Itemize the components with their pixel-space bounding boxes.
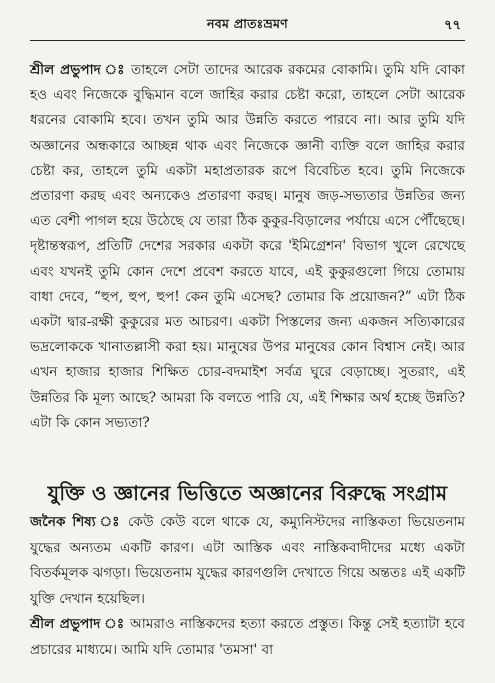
running-head: নবম প্রাতঃভ্রমণ (206, 16, 289, 31)
prabhupada-paragraph (30, 612, 465, 663)
speaker-label: জনৈক শিষ্য ঃ (30, 514, 122, 530)
disciple-paragraph (30, 510, 465, 612)
dialogue-section-2 (30, 510, 465, 664)
prabhupada-paragraph (30, 58, 465, 436)
speaker-label: শ্রীল প্রভুপাদ ঃ (30, 616, 125, 633)
page-number: ৭৭ (444, 18, 461, 33)
dialogue-section-1 (30, 58, 465, 436)
speaker-label: শ্রীল প্রভুপাদ ঃ (30, 62, 126, 78)
paragraph-text: কেউ কেউ বলে থাকে যে, কম্যুনিস্টদের নাস্তিকতা ভিয়েতনাম যুদ্ধের অন্যতম একটি কারণ। এটা আস্তিক এবং নাস্তিকবাদীদের মধ্যে একটা বিতর্কমূলক ঝগড়া। ভিয়েতনাম যুদ্ধের কারণগুলি দেখাতে গিয়ে অন্ততঃ এই একটি যুক্তি দেখান হয়েছিল। (30, 514, 466, 607)
section-heading: যুক্তি ও জ্ঞানের ভিত্তিতে অজ্ঞানের বিরুদ্ধে সংগ্রাম (47, 481, 448, 505)
page-header (30, 16, 465, 41)
paragraph-text: আমরাও নাস্তিকদের হত্যা করতে প্রস্তুত। কিন্তু সেই হত্যাটা হবে প্রচারের মাধ্যমে। আমি যদি তোমার 'তমসা' বা (30, 616, 465, 658)
paragraph-text: তাহলে সেটা তাদের আরেক রকমের বোকামি। তুমি যদি বোকা হও এবং নিজেকে বুদ্ধিমান বলে জাহির করার চেষ্টা করো, তাহলে সেটা আরেক ধরনের বোকামি হবে। তখন তুমি আর উন্নতি করতে পারবে না। আর তুমি যদি অজ্ঞানের অন্ধকারে আচ্ছন্ন থাক এবং নিজেকে জ্ঞানী ব্যক্তি বলে জাহির করার চেষ্টা কর, তাহলে তুমি একটা মহাপ্রতারক রূপে বিবেচিত হবে। তুমি নিজেকে প্রতারণা করছ এবং অন্যকেও প্রতারণা করছ। মানুষ জড়-সভ্যতার উন্নতির জন্য এত বেশী পাগল হয়ে উঠেছে যে তারা ঠিক কুকুর-বিড়ালের পর্যায়ে এসে পৌঁছেছে। দৃষ্টান্তস্বরূপ, প্রতিটি দেশের সরকার একটা করে 'ইমিগ্রেশন' বিভাগ খুলে রেখেছে এবং যখনই তুমি কোন দেশে প্রবেশ করতে যাবে, এই কুকুরগুলো গিয়ে তোমায় বাধা দেবে, “হুপ, হুপ, হুপ! কেন তুমি এসেছ? তোমার কি প্রয়োজন?” এটা ঠিক একটা দ্বার-রক্ষী কুকুরের মত আচরণ। একটা পিস্তলের জন্য একজন সত্যিকারের ভদ্রলোককে খানাতল্লাসী করা হয়। মানুষের উপর মানুষের কোন বিশ্বাস নেই। আর এখন হাজার হাজার শিক্ষিত চোর-বদমাইশ সর্বত্র ঘুরে বেড়াচ্ছে। সুতরাং, এই উন্নতির কি মূল্য আছে? আমরা কি বলতে পারি যে, এই শিক্ষার অর্থ হচ্ছে উন্নতি? এটা কি কোন সভ্যতা? (30, 62, 466, 431)
